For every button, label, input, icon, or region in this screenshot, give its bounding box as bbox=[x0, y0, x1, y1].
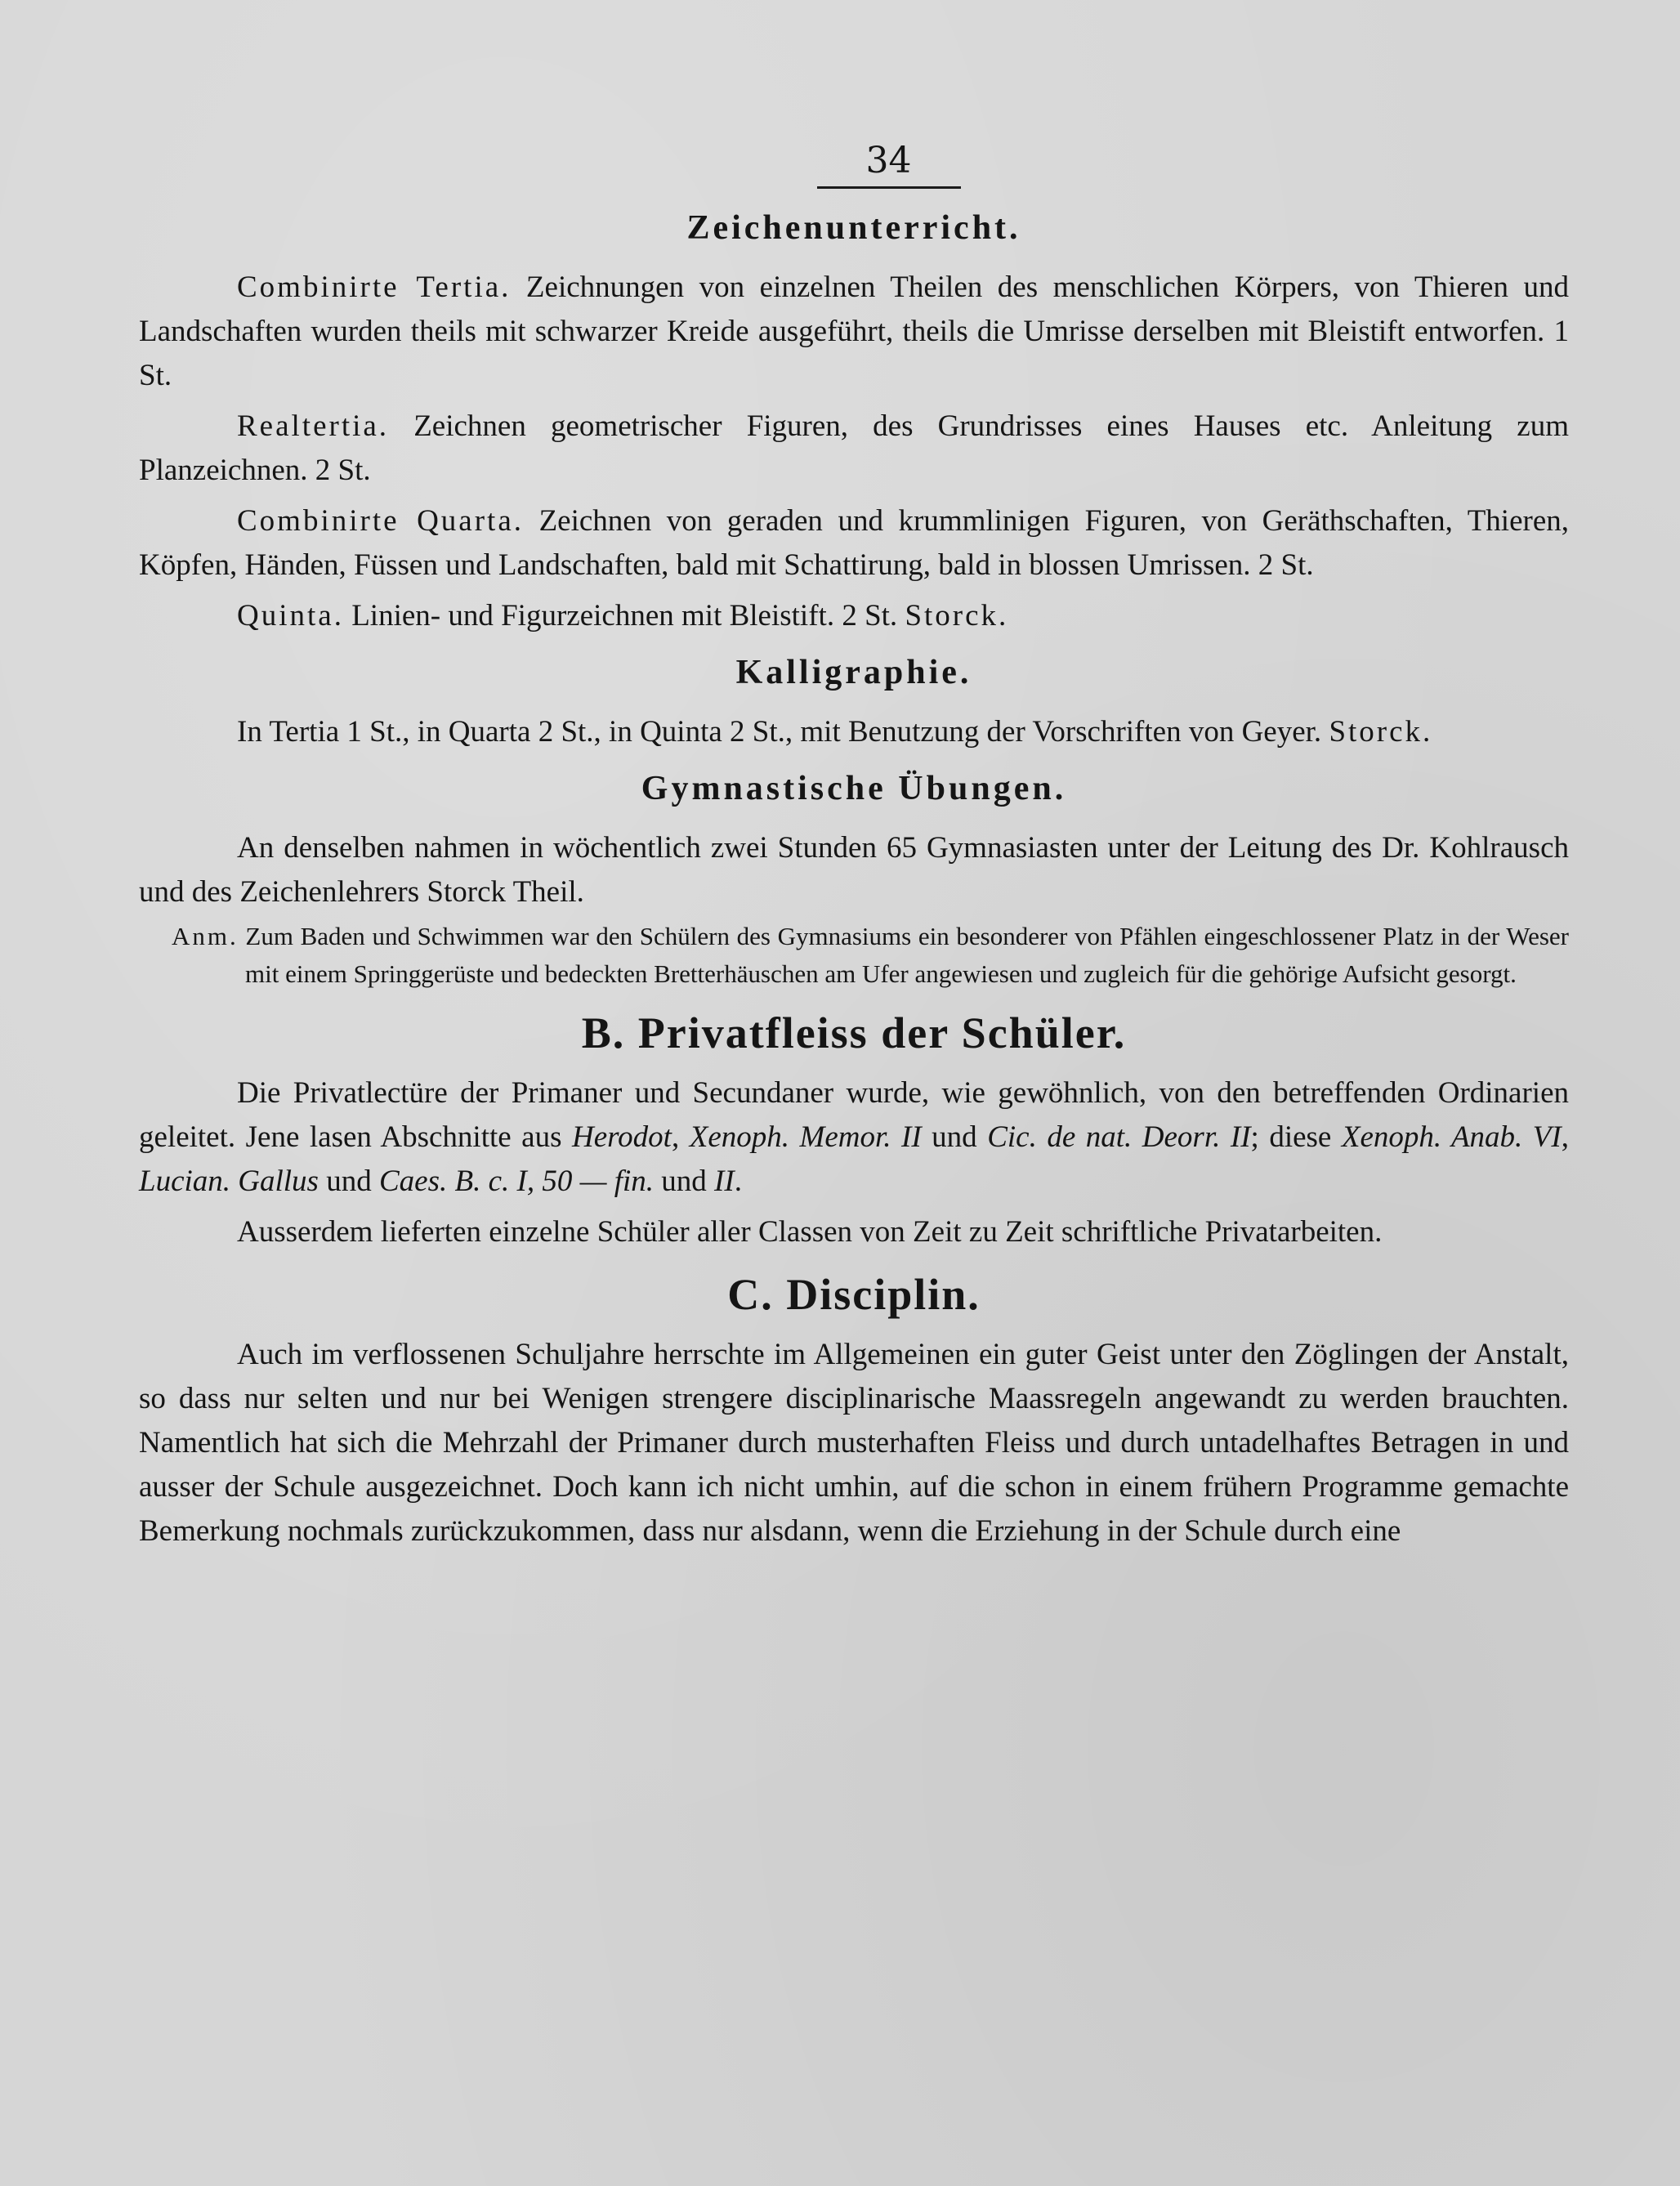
work-herodot: Herodot bbox=[572, 1120, 672, 1154]
paragraph-realtertia bbox=[139, 405, 1569, 493]
heading-gymnastik: Gymnastische Übungen. bbox=[641, 770, 1067, 807]
text-privatlectuere-a: Die Privatlectüre der Primaner und Secundaner wurde, wie gewöhnlich, von den betreffenden Ordinarien geleitet. Jene lasen Abschnitte aus bbox=[139, 1076, 1569, 1154]
text-realtertia: Zeichnen geometrischer Figuren, des Grundrisses eines Hauses etc. Anleitung zum Planzeichnen. 2 St. bbox=[139, 409, 1569, 487]
label-combinirte-quarta: Combinirte Quarta. bbox=[237, 504, 525, 538]
text-privatlectuere-b: ; diese bbox=[1250, 1120, 1342, 1154]
sep-2: , bbox=[1561, 1120, 1569, 1154]
page-number bbox=[208, 139, 1569, 189]
teacher-name-storck: Storck. bbox=[905, 599, 1009, 633]
paragraph-disciplin: Auch im verflossenen Schuljahre herrschte im Allgemeinen ein guter Geist unter den Zöglingen der Anstalt, so dass nur selten und nur bei Wenigen strengere disciplinarische Maassregeln angewandt zu werden brauchten. Namentlich hat sich die Mehrzahl der Primaner durch musterhaften Fleiss und durch untadelhaftes Betragen in und ausser der Schule ausgezeichnet. Doch kann ich nicht umhin, auf die schon in einem frühern Programme gemachte Bemerkung nochmals zurückzukommen, dass nur alsdann, wenn die Erziehung in der Schule durch eine bbox=[139, 1338, 1569, 1548]
note-anmerkung bbox=[139, 918, 1569, 993]
paragraph-gymnastik: An denselben nahmen in wöchentlich zwei Stunden 65 Gymnasiasten unter der Leitung des Dr. Kohlrausch und des Zeichenlehrers Storck Theil. bbox=[139, 831, 1569, 909]
paragraph-privatarbeiten: Ausserdem lieferten einzelne Schüler aller Classen von Zeit zu Zeit schriftliche Privatarbeiten. bbox=[237, 1215, 1383, 1249]
label-realtertia: Realtertia. bbox=[237, 409, 390, 443]
text-quinta: Linien- und Figurzeichnen mit Bleistift. 2 St. bbox=[343, 599, 905, 633]
note-label: Anm. bbox=[172, 922, 239, 950]
work-xenoph-anab: Xenoph. Anab. VI bbox=[1341, 1120, 1562, 1154]
note-text: Zum Baden und Schwimmen war den Schülern des Gymnasiums ein besonderer von Pfählen eingeschlossener Platz in der Weser mit einem Springgerüste und bedeckten Bretterhäuschen am Ufer angewiesen und zugleich für die gehörige Aufsicht gesorgt. bbox=[238, 922, 1569, 988]
period: . bbox=[734, 1165, 742, 1198]
text-combinirte-tertia: Zeichnungen von einzelnen Theilen des menschlichen Körpers, von Thieren und Landschaften wurden theils mit schwarzer Kreide ausgeführt, theils die Umrisse derselben mit Bleistift entworfen. 1 St. bbox=[139, 270, 1569, 392]
text-kalligraphie: In Tertia 1 St., in Quarta 2 St., in Quinta 2 St., mit Benutzung der Vorschriften von Geyer. bbox=[237, 715, 1329, 749]
heading-zeichenunterricht: Zeichenunterricht. bbox=[686, 209, 1021, 247]
work-cic-de-nat-deorr: Cic. de nat. Deorr. II bbox=[987, 1120, 1251, 1154]
page-number-text: 34 bbox=[817, 139, 961, 189]
und-3: und bbox=[654, 1165, 715, 1198]
text-combinirte-quarta: Zeichnen von geraden und krummlinigen Figuren, von Geräthschaften, Thieren, Köpfen, Händen, Füssen und Landschaften, bald mit Schattirung, bald in blossen Umrissen. 2 St. bbox=[139, 504, 1569, 582]
paragraph-kalligraphie bbox=[139, 710, 1569, 754]
page-content bbox=[139, 139, 1569, 1553]
label-combinirte-tertia: Combinirte Tertia. bbox=[237, 270, 512, 304]
sep-1: , bbox=[671, 1120, 690, 1154]
paragraph-quinta bbox=[139, 594, 1569, 638]
work-lucian-gallus: Lucian. Gallus bbox=[139, 1165, 319, 1198]
paragraph-combinirte-quarta bbox=[139, 499, 1569, 588]
teacher-name-storck-2: Storck. bbox=[1329, 715, 1433, 749]
label-quinta: Quinta. bbox=[237, 599, 344, 633]
heading-disciplin: C. Disciplin. bbox=[727, 1270, 981, 1319]
heading-privatfleiss: B. Privatfleiss der Schüler. bbox=[581, 1008, 1127, 1057]
heading-kalligraphie: Kalligraphie. bbox=[735, 654, 972, 691]
paragraph-combinirte-tertia bbox=[139, 266, 1569, 398]
work-xenoph-memor: Xenoph. Memor. II bbox=[689, 1120, 922, 1154]
und-2: und bbox=[318, 1165, 379, 1198]
paragraph-privatlectuere bbox=[139, 1071, 1569, 1204]
und-1: und bbox=[921, 1120, 988, 1154]
work-ii: II bbox=[714, 1165, 735, 1198]
work-caes-b-c: Caes. B. c. I, 50 — fin. bbox=[378, 1165, 655, 1198]
